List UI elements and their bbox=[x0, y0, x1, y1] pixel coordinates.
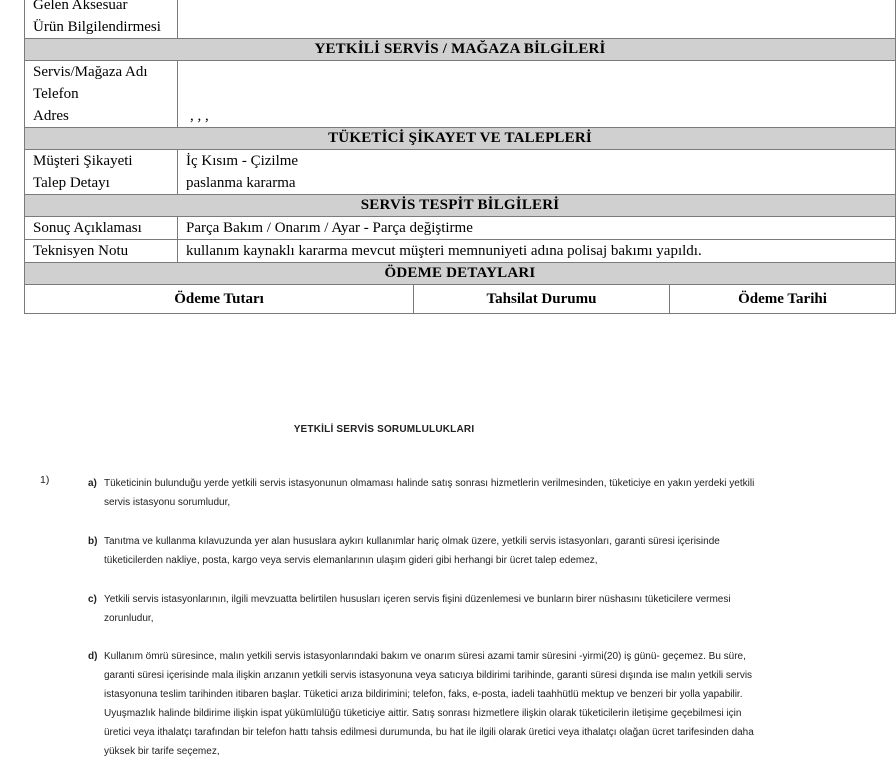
teknisyen-notu-label: Teknisyen Notu bbox=[33, 243, 129, 259]
odeme-tarihi-header: Ödeme Tarihi bbox=[670, 285, 896, 314]
section-title-complaint: TÜKETİCİ ŞİKAYET VE TALEPLERİ bbox=[25, 128, 896, 150]
musteri-sikayeti-label: Müşteri Şikayeti bbox=[33, 153, 133, 169]
article-number: 1) bbox=[40, 474, 50, 486]
telefon-value bbox=[186, 83, 887, 105]
result-row bbox=[25, 217, 896, 240]
technician-note-label-cell bbox=[25, 240, 178, 263]
teknisyen-notu-value: kullanım kaynaklı kararma mevcut müşteri memnuniyeti adına polisaj bakımı yapıldı. bbox=[186, 243, 702, 259]
payment-headers-row bbox=[25, 285, 896, 314]
urun-bilgilendirmesi-value bbox=[186, 16, 887, 38]
section-header-service bbox=[25, 39, 896, 61]
section-header-complaint bbox=[25, 128, 896, 150]
sonuc-aciklamasi-label: Sonuç Açıklaması bbox=[33, 220, 142, 236]
item-text: Tüketicinin bulunduğu yerde yetkili servis istasyonunun olmaması halinde satış sonrası hizmetlerin verilmesinden, tüketiciye en yakın yerdeki yetkili servis istasyonu sorumludur, bbox=[104, 478, 755, 508]
musteri-sikayeti-value: İç Kısım - Çizilme bbox=[186, 153, 299, 169]
odeme-tutari-header: Ödeme Tutarı bbox=[25, 285, 414, 314]
adres-label: Adres bbox=[33, 108, 69, 124]
sonuc-aciklamasi-value: Parça Bakım / Onarım / Ayar - Parça değiştirme bbox=[186, 220, 473, 236]
top-rows bbox=[25, 0, 896, 39]
servis-magaza-adi-label: Servis/Mağaza Adı bbox=[33, 64, 148, 80]
complaint-rows bbox=[25, 150, 896, 195]
servis-magaza-adi-value bbox=[186, 61, 887, 83]
responsibility-item-d bbox=[88, 647, 764, 761]
item-letter: b) bbox=[88, 536, 98, 547]
tahsilat-durumu-header: Tahsilat Durumu bbox=[414, 285, 670, 314]
section-title-finding: SERVİS TESPİT BİLGİLERİ bbox=[25, 195, 896, 217]
top-labels-cell bbox=[25, 0, 178, 39]
service-form-table bbox=[24, 0, 896, 314]
technician-note-value-cell bbox=[178, 240, 896, 263]
service-labels-cell bbox=[25, 61, 178, 128]
result-value-cell bbox=[178, 217, 896, 240]
talep-detayi-value: paslanma kararma bbox=[186, 175, 296, 191]
item-text: Yetkili servis istasyonlarının, ilgili mevzuatta belirtilen hususları içeren servis fişini düzenlemesi ve bunların birer nüshasını tüketicilere vermesi zorunludur, bbox=[104, 594, 731, 624]
responsibility-item-c bbox=[88, 590, 764, 628]
responsibility-item-b bbox=[88, 532, 764, 570]
top-values-cell bbox=[178, 0, 896, 39]
item-text: Tanıtma ve kullanma kılavuzunda yer alan hususlara aykırı kullanımlar hariç olmak üzere, yetkili servis istasyonları, garanti süresi içerisinde tüketicilerden nakliye, posta, kargo veya servis elemanlarının ulaşım gideri gibi herhangi bir ücret talep edemez, bbox=[104, 536, 720, 566]
complaint-labels-cell bbox=[25, 150, 178, 195]
complaint-values-cell bbox=[178, 150, 896, 195]
result-label-cell bbox=[25, 217, 178, 240]
service-rows bbox=[25, 61, 896, 128]
section-title-payment: ÖDEME DETAYLARI bbox=[25, 263, 896, 285]
responsibilities-title: YETKİLİ SERVİS SORUMLULUKLARI bbox=[293, 424, 475, 435]
responsibility-item-a bbox=[88, 474, 764, 512]
talep-detayi-label: Talep Detayı bbox=[33, 175, 110, 191]
section-header-finding bbox=[25, 195, 896, 217]
section-title-service: YETKİLİ SERVİS / MAĞAZA BİLGİLERİ bbox=[25, 39, 896, 61]
item-text: Kullanım ömrü süresince, malın yetkili servis istasyonlarındaki bakım ve onarım süresi azami tamir süresini -yirmi(20) iş günü- geçemez. Bu süre, garanti süresi içerisinde mala ilişkin arızanın yetkili servis istasyonuna veya satıcıya bildirimi tarihinde, garanti süresi dışında ise malın yetkili servis istasyonuna teslim tarihinden itibaren başlar. Tüketici arıza bildirimini; telefon, faks, e-posta, iadeli taahhütlü mektup ve benzeri bir yolla yapabilir. Uyuşmazlık halinde bildirime ilişkin ispat yükümlülüğü tüketiciye aittir. Satış sonrası hizmetlere ilişkin olarak tüketicilerin iletişime geçebilmesi için üretici veya ithalatçı tarafından bir telefon hattı tahsis edilmesi durumunda, bu hat ile ilgili olarak üretici veya ithalatçı olağan ücret tarifesinden daha yüksek bir tarife seçemez, bbox=[104, 651, 754, 757]
item-letter: c) bbox=[88, 594, 97, 605]
item-letter: d) bbox=[88, 651, 98, 662]
item-letter: a) bbox=[88, 478, 97, 489]
telefon-label: Telefon bbox=[33, 86, 79, 102]
urun-bilgilendirmesi-label: Ürün Bilgilendirmesi bbox=[33, 19, 161, 35]
service-values-cell bbox=[178, 61, 896, 128]
adres-value: , , , bbox=[190, 108, 209, 124]
technician-note-row bbox=[25, 240, 896, 263]
gelen-aksesuar-label: Gelen Aksesuar bbox=[33, 0, 128, 13]
gelen-aksesuar-value bbox=[186, 0, 887, 16]
section-header-payment bbox=[25, 263, 896, 285]
